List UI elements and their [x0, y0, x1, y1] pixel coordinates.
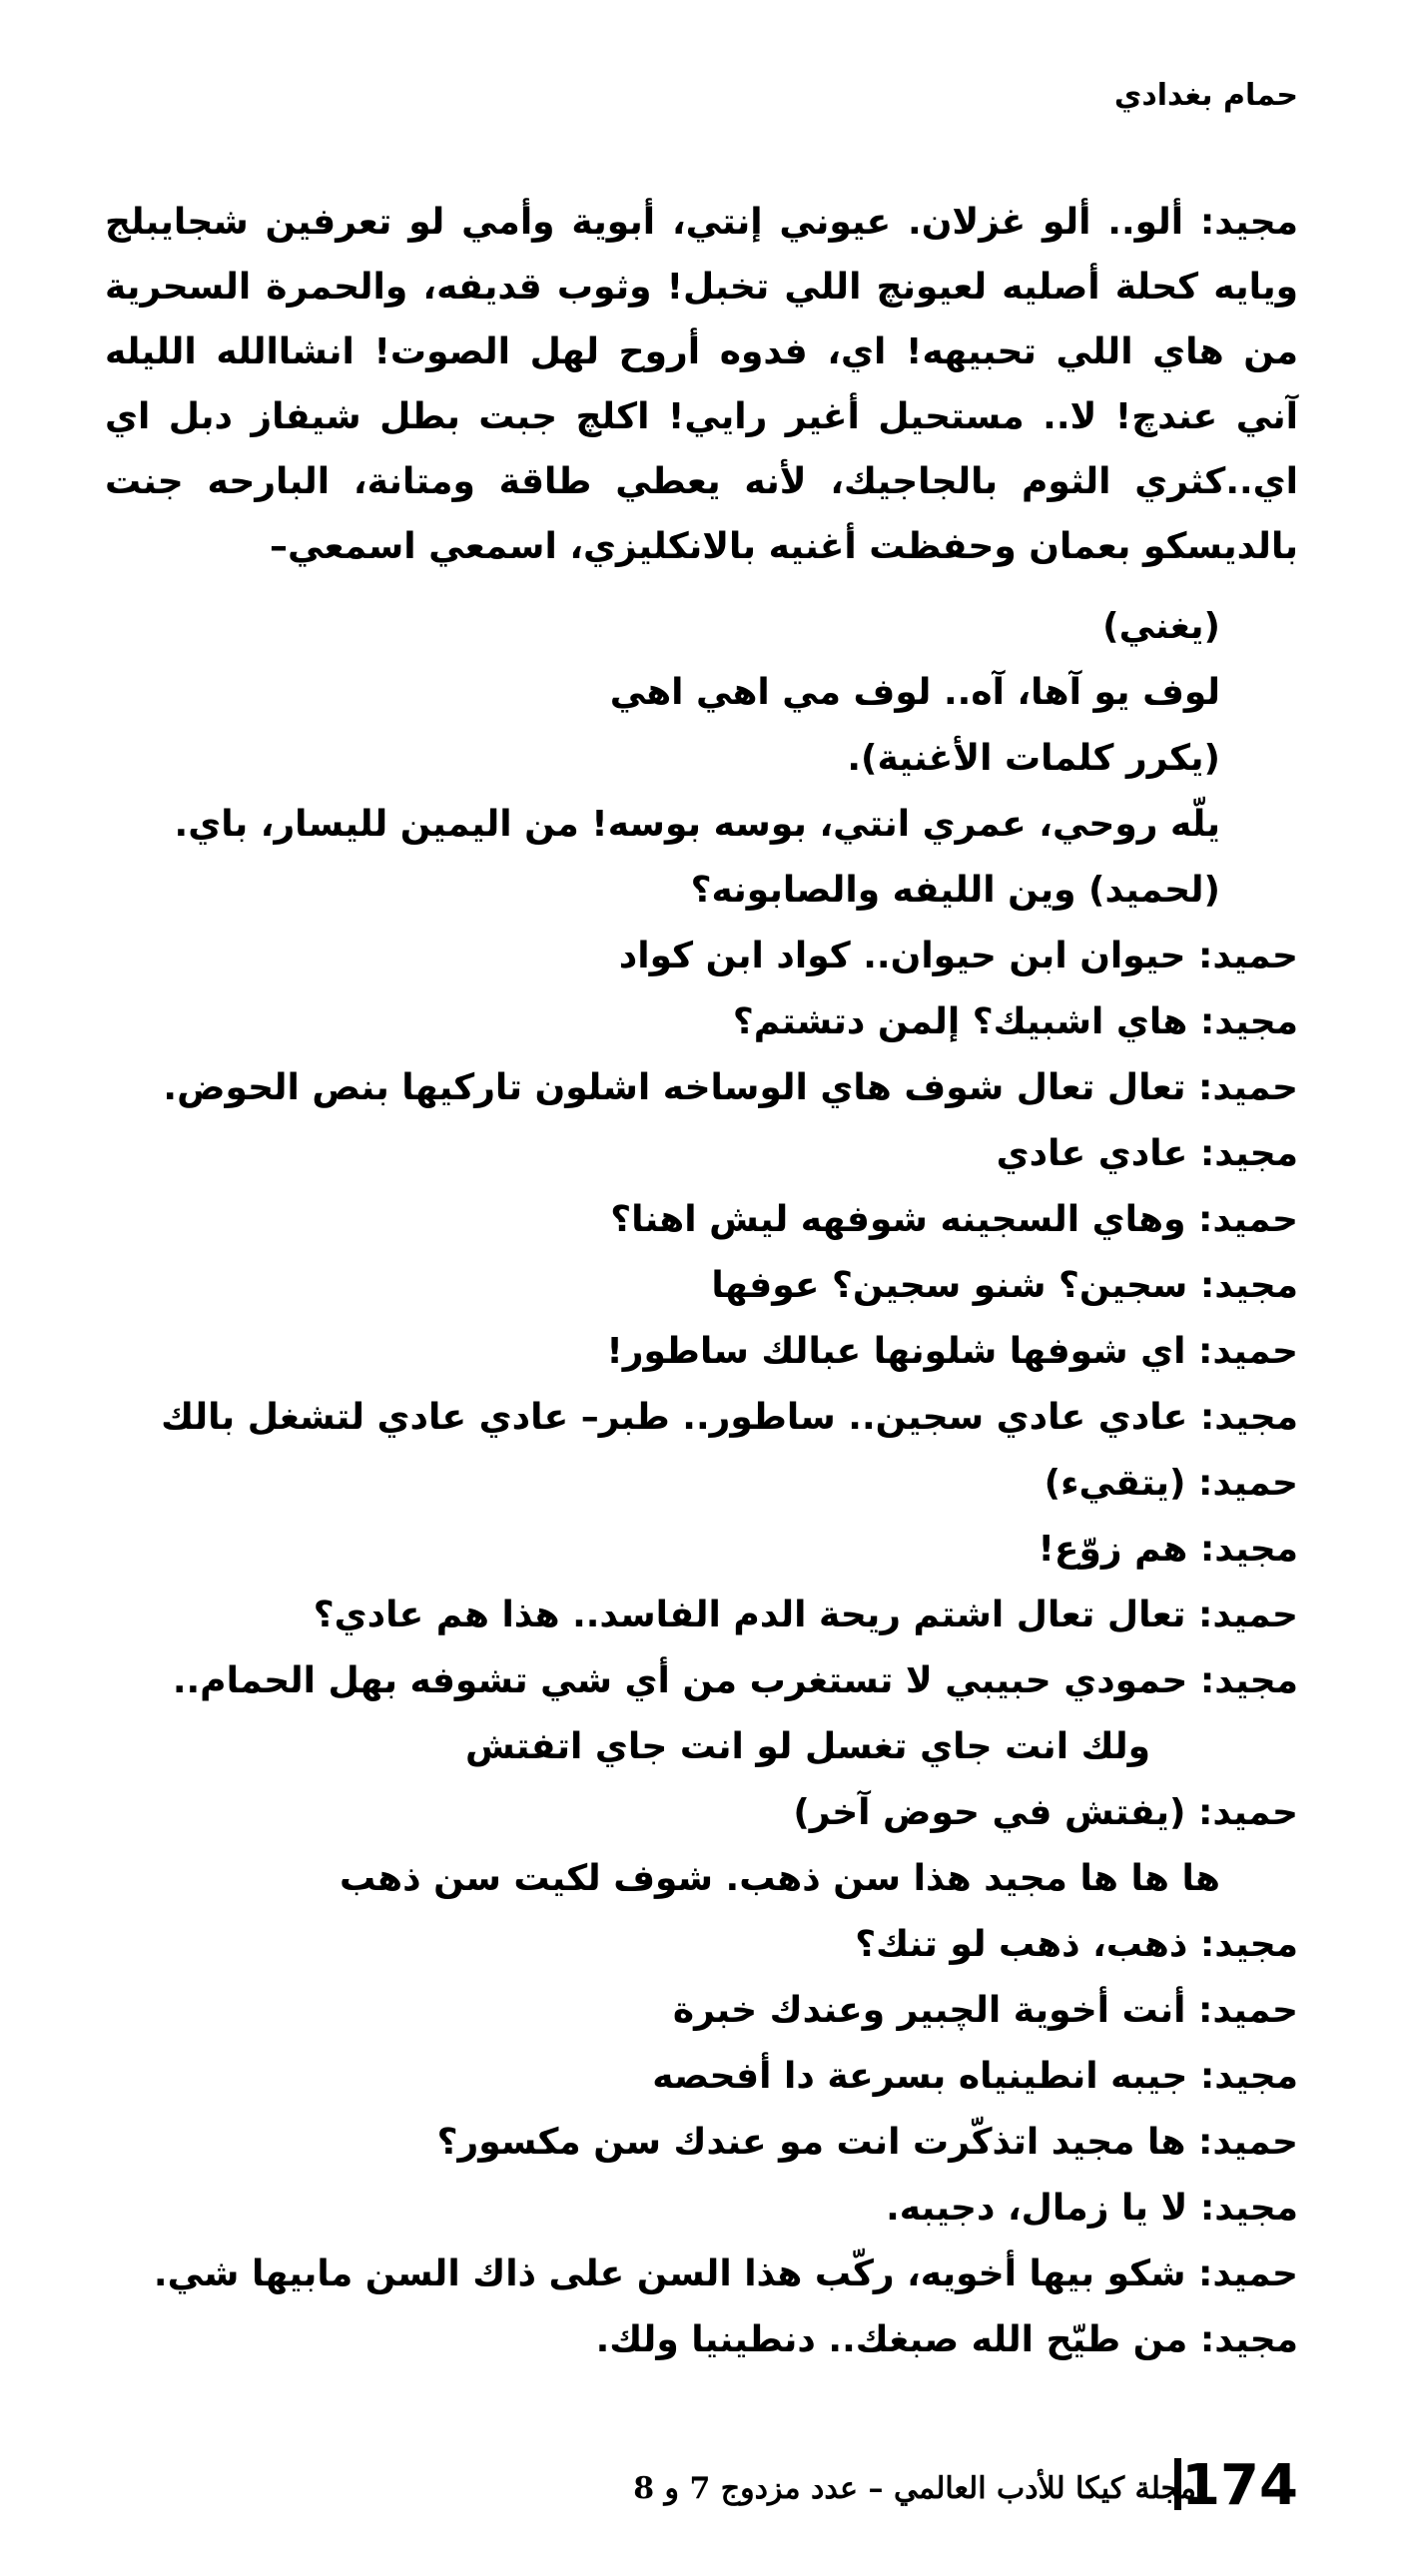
running-header: حمام بغدادي [1113, 78, 1298, 113]
line-text: أنت أخوية الچبير وعندك خبرة [672, 1990, 1186, 2031]
line-text: ذهب، ذهب لو تنك؟ [855, 1924, 1188, 1965]
dialogue-line [105, 1583, 1298, 1648]
dialogue-lines [105, 594, 1298, 2373]
dialogue-line [105, 1912, 1298, 1978]
intro-speaker: مجيد: [1199, 202, 1298, 243]
line-text: تعال تعال اشتم ريحة الدم الفاسد.. هذا هم عادي؟ [313, 1595, 1186, 1635]
intro-text: ألو.. ألو غزلان. عيوني إنتي، أبوية وأمي لو تعرفين شجايبلج ويايه كحلة أصليه لعيونچ اللي تخبل! وثوب قديفه، والحمرة السحرية من هاي اللي تحبيهه! اي، فدوه أروح لهل الصوت! انشاالله الليله آني عندچ! لا.. مستحيل أغير رايي! اكلچ جبت بطل شيفاز دبل اي اي..كثري الثوم بالجاجيك، لأنه يعطي طاقة ومتانة، البارحه جنت بالديسكو بعمان وحفظت أغنيه بالانكليزي، اسمعي اسمعي– [105, 202, 1298, 567]
speaker-name: حميد: [1198, 1331, 1298, 1372]
dialogue-line [105, 858, 1298, 924]
speaker-name: مجيد: [1199, 1265, 1298, 1306]
dialogue-line [105, 2242, 1298, 2307]
line-text: ولك انت جاي تغسل لو انت جاي اتفتش [464, 1726, 1150, 1767]
speaker-name: مجيد: [1199, 2319, 1298, 2360]
speaker-name: مجيد: [1199, 2056, 1298, 2097]
line-text: (يتقيء) [1044, 1463, 1186, 1504]
speaker-name: حميد: [1198, 1792, 1298, 1833]
line-text: اي شوفها شلونها عبالك ساطور! [606, 1331, 1186, 1372]
dialogue-line [105, 1385, 1298, 1451]
line-text: وهاي السجينه شوفهه ليش اهنا؟ [610, 1199, 1186, 1240]
speaker-name: مجيد: [1199, 1397, 1298, 1438]
line-text: هم زوّع! [1038, 1529, 1188, 1570]
speaker-name: حميد: [1198, 936, 1298, 976]
speaker-name: مجيد: [1199, 1133, 1298, 1174]
speaker-name: مجيد: [1199, 2188, 1298, 2229]
dialogue-line [105, 989, 1298, 1055]
dialogue-line [105, 1121, 1298, 1187]
journal-name: مجلة كيكا للأدب العالمي – عدد مزدوج 7 و 8 [633, 2471, 1196, 2506]
dialogue-line [105, 726, 1298, 792]
speaker-name: حميد: [1198, 1463, 1298, 1504]
line-text: يلّه روحي، عمري انتي، بوسه بوسه! من اليمين لليسار، باي. [174, 804, 1220, 845]
speaker-name: حميد: [1198, 1199, 1298, 1240]
dialogue-line [105, 924, 1298, 989]
dialogue-line [105, 1055, 1298, 1121]
speaker-name: حميد: [1198, 2254, 1298, 2294]
line-text: حيوان ابن حيوان.. كواد ابن كواد [618, 936, 1186, 976]
line-text: لوف يو آها، آه.. لوف مي اهي اهي [609, 672, 1220, 713]
speaker-name: مجيد: [1199, 1001, 1298, 1042]
dialogue-line [105, 1780, 1298, 1846]
dialogue-line [105, 660, 1298, 726]
dialogue-line [105, 1187, 1298, 1253]
speaker-name: حميد: [1198, 1595, 1298, 1635]
speaker-name: مجيد: [1199, 1924, 1298, 1965]
dialogue-line [105, 2110, 1298, 2176]
line-text: عادي عادي سجين.. ساطور.. طبر– عادي عادي لتشغل بالك [161, 1397, 1188, 1438]
line-text: ها مجيد اتذكّرت انت مو عندك سن مكسور؟ [436, 2122, 1186, 2163]
dialogue-line [105, 1451, 1298, 1517]
line-text: ها ها ها مجيد هذا سن ذهب. شوف لكيت سن ذهب [340, 1858, 1220, 1899]
speaker-name: مجيد: [1199, 1529, 1298, 1570]
dialogue-line [105, 2044, 1298, 2110]
page-number-text: 174 [1181, 2453, 1298, 2518]
line-text: (لحميد) وين الليفه والصابونه؟ [690, 870, 1220, 911]
line-text: جيبه انطينياه بسرعة دا أفحصه [652, 2056, 1188, 2097]
dialogue-line [105, 1517, 1298, 1583]
line-text: عادي عادي [996, 1133, 1188, 1174]
dialogue-line [105, 1978, 1298, 2044]
line-text: (يغني) [1102, 606, 1220, 647]
line-text: شكو بيها أخويه، ركّب هذا السن على ذاك السن مابيها شي. [153, 2254, 1186, 2294]
line-text: (يفتش في حوض آخر) [793, 1792, 1186, 1833]
line-text: لا يا زمال، دجيبه. [886, 2188, 1188, 2229]
speaker-name: حميد: [1198, 2122, 1298, 2163]
line-text: هاي اشبيك؟ إلمن دتشتم؟ [732, 1001, 1188, 1042]
line-text: حمودي حبيبي لا تستغرب من أي شي تشوفه بهل الحمام.. [172, 1660, 1188, 1701]
dialogue-line [105, 1648, 1298, 1714]
speaker-name: حميد: [1198, 1067, 1298, 1108]
dialogue-line [105, 1319, 1298, 1385]
page-footer [105, 2451, 1298, 2521]
line-text: من طيّح الله صبغك.. دنطينيا ولك. [595, 2319, 1188, 2360]
dialogue-line [105, 1714, 1298, 1780]
dialogue-line [105, 2176, 1298, 2242]
line-text: (يكرر كلمات الأغنية). [847, 738, 1220, 779]
line-text: سجين؟ شنو سجين؟ عوفها [711, 1265, 1188, 1306]
dialogue-line [105, 1253, 1298, 1319]
dialogue-line [105, 594, 1298, 660]
dialogue-line [105, 2307, 1298, 2373]
intro-paragraph [105, 190, 1298, 579]
dialogue-line [105, 792, 1298, 858]
speaker-name: حميد: [1198, 1990, 1298, 2031]
line-text: تعال تعال شوف هاي الوساخه اشلون تاركيها بنص الحوض. [163, 1067, 1186, 1108]
dialogue-line [105, 1846, 1298, 1912]
speaker-name: مجيد: [1199, 1660, 1298, 1701]
